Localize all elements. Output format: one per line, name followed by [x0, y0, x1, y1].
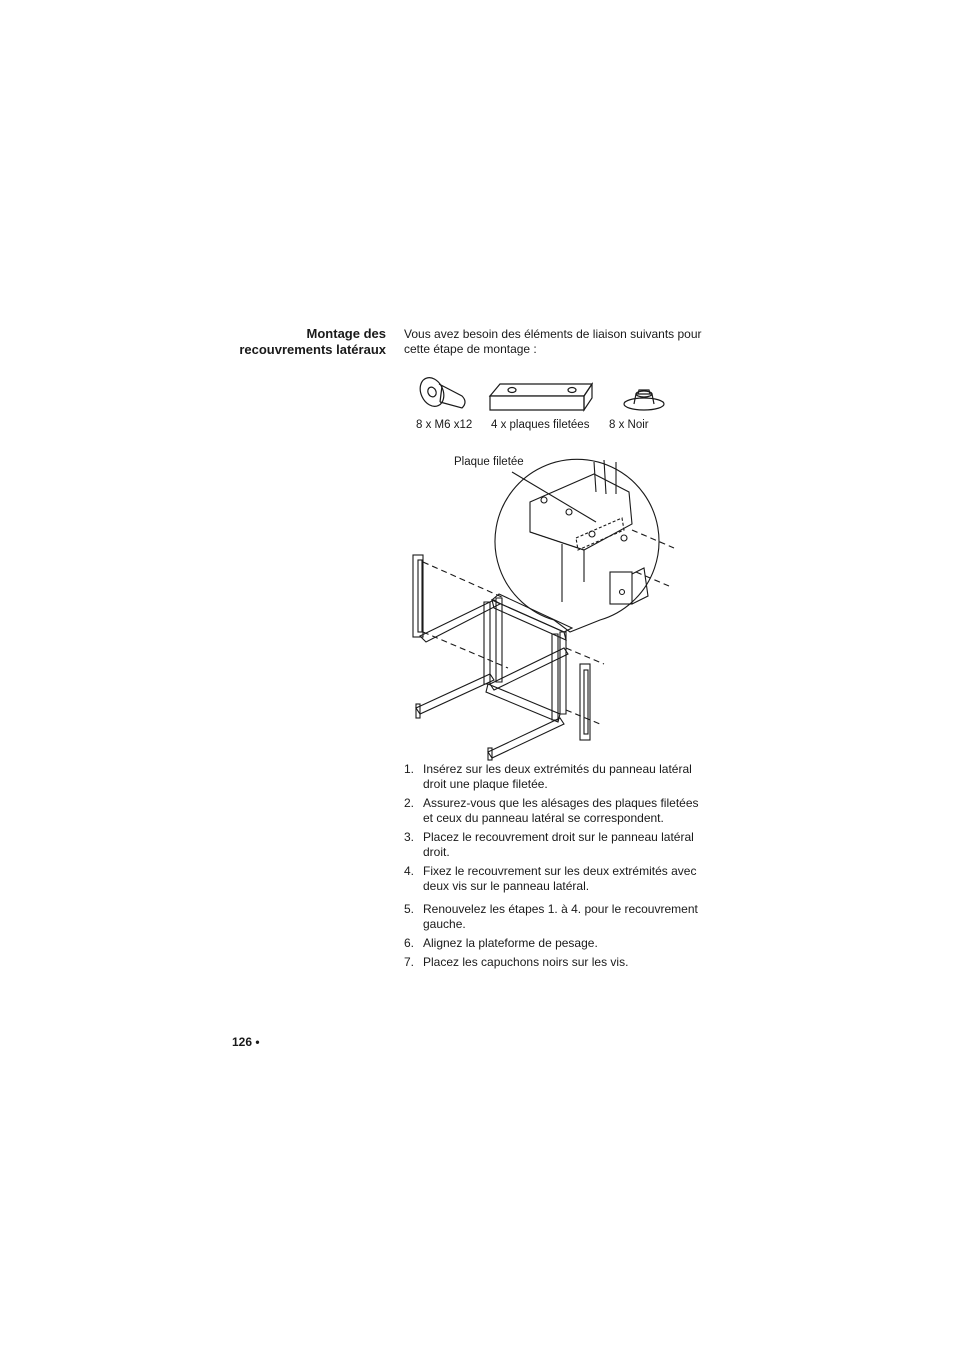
step-number: 5.	[404, 902, 415, 916]
step-number: 7.	[404, 955, 415, 969]
screw-icon	[416, 374, 465, 410]
step-number: 4.	[404, 864, 415, 878]
step-item	[404, 864, 704, 894]
step-text: Placez les capuchons noirs sur les vis.	[423, 955, 629, 969]
step-text: Fixez le recouvrement sur les deux extrémités avec deux vis sur le panneau latéral.	[423, 864, 697, 893]
threaded-plate-callout: Plaque filetée	[454, 456, 524, 468]
step-item	[404, 902, 704, 932]
step-number: 3.	[404, 830, 415, 844]
cap-icon	[624, 390, 664, 410]
section-heading-line2: recouvrements latéraux	[239, 342, 386, 357]
step-item	[404, 796, 704, 826]
step-text: Placez le recouvrement droit sur le panneau latéral droit.	[423, 830, 694, 859]
section-heading	[200, 326, 386, 358]
section-heading-line1: Montage des	[306, 326, 386, 341]
parts-illustration	[404, 372, 694, 416]
step-number: 6.	[404, 936, 415, 950]
threaded-plate-icon	[490, 384, 592, 410]
step-text: Insérez sur les deux extrémités du panneau latéral droit une plaque filetée.	[423, 762, 692, 791]
part-label-screws: 8 x M6 x12	[416, 419, 473, 431]
instruction-steps	[404, 762, 704, 974]
part-label-caps: 8 x Noir	[609, 419, 649, 431]
step-item	[404, 936, 704, 951]
step-item	[404, 762, 704, 792]
assembly-illustration	[404, 452, 694, 762]
step-number: 2.	[404, 796, 415, 810]
part-label-plates: 4 x plaques filetées	[491, 419, 590, 431]
step-text: Alignez la plateforme de pesage.	[423, 936, 598, 950]
intro-text: Vous avez besoin des éléments de liaison suivants pour cette étape de montage :	[404, 327, 702, 356]
assembly-figure	[404, 452, 694, 762]
step-item	[404, 955, 704, 970]
step-text: Assurez-vous que les alésages des plaques filetées et ceux du panneau latéral se correspondent.	[423, 796, 699, 825]
step-text: Renouvelez les étapes 1. à 4. pour le recouvrement gauche.	[423, 902, 698, 931]
step-item	[404, 830, 704, 860]
step-number: 1.	[404, 762, 415, 776]
parts-list	[404, 372, 694, 438]
page-number: 126 •	[232, 1035, 260, 1049]
